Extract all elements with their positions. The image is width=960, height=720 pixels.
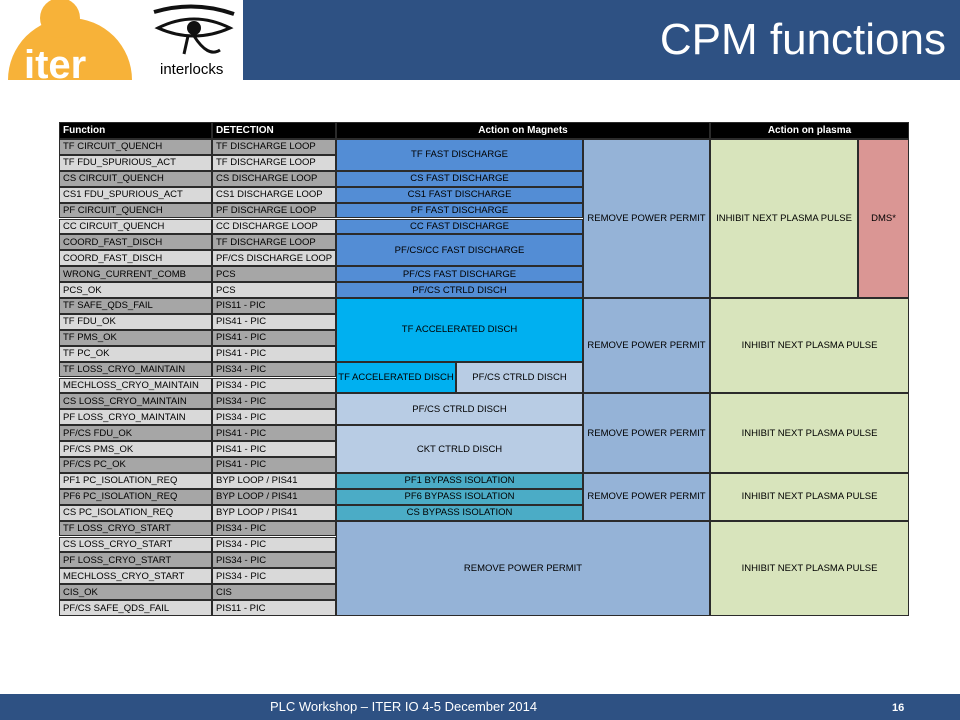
- function-cell: TF FDU_SPURIOUS_ACT: [59, 155, 212, 171]
- function-cell: PF LOSS_CRYO_START: [59, 552, 212, 568]
- detection-cell: BYP LOOP / PIS41: [212, 489, 336, 505]
- magnet-action-cell: TF FAST DISCHARGE: [336, 139, 583, 171]
- plasma-action-cell: INHIBIT NEXT PLASMA PULSE: [710, 393, 909, 473]
- magnet-action-cell: CC FAST DISCHARGE: [336, 219, 583, 235]
- function-cell: CS LOSS_CRYO_START: [59, 537, 212, 553]
- function-cell: PF/CS PMS_OK: [59, 441, 212, 457]
- remove-power-permit-cell: REMOVE POWER PERMIT: [583, 473, 710, 521]
- function-cell: TF LOSS_CRYO_MAINTAIN: [59, 362, 212, 378]
- function-cell: CS1 FDU_SPURIOUS_ACT: [59, 187, 212, 203]
- function-cell: CS CIRCUIT_QUENCH: [59, 171, 212, 187]
- magnet-action-cell: CKT CTRLD DISCH: [336, 425, 583, 473]
- iter-logo-text: iter: [24, 43, 87, 80]
- function-cell: PCS_OK: [59, 282, 212, 298]
- magnet-action-cell: CS FAST DISCHARGE: [336, 171, 583, 187]
- detection-cell: CS DISCHARGE LOOP: [212, 171, 336, 187]
- detection-cell: PIS41 - PIC: [212, 457, 336, 473]
- detection-cell: PCS: [212, 266, 336, 282]
- detection-cell: PIS41 - PIC: [212, 314, 336, 330]
- detection-cell: TF DISCHARGE LOOP: [212, 139, 336, 155]
- detection-cell: PIS41 - PIC: [212, 346, 336, 362]
- detection-cell: PIS34 - PIC: [212, 378, 336, 394]
- detection-cell: BYP LOOP / PIS41: [212, 505, 336, 521]
- detection-cell: CIS: [212, 584, 336, 600]
- function-cell: PF/CS PC_OK: [59, 457, 212, 473]
- function-cell: CIS_OK: [59, 584, 212, 600]
- function-cell: TF SAFE_QDS_FAIL: [59, 298, 212, 314]
- magnet-action-cell: PF/CS FAST DISCHARGE: [336, 266, 583, 282]
- detection-cell: TF DISCHARGE LOOP: [212, 155, 336, 171]
- magnet-action-cell: PF FAST DISCHARGE: [336, 203, 583, 219]
- magnet-action-cell: CS1 FAST DISCHARGE: [336, 187, 583, 203]
- slide-title: CPM functions: [659, 15, 946, 64]
- function-cell: TF CIRCUIT_QUENCH: [59, 139, 212, 155]
- plasma-action-cell: INHIBIT NEXT PLASMA PULSE: [710, 139, 858, 298]
- magnet-action-cell: PF1 BYPASS ISOLATION: [336, 473, 583, 489]
- function-cell: PF CIRCUIT_QUENCH: [59, 203, 212, 219]
- page-number: 16: [892, 702, 905, 714]
- function-cell: TF FDU_OK: [59, 314, 212, 330]
- detection-cell: PIS34 - PIC: [212, 393, 336, 409]
- function-cell: COORD_FAST_DISCH: [59, 234, 212, 250]
- function-cell: PF6 PC_ISOLATION_REQ: [59, 489, 212, 505]
- detection-cell: CS1 DISCHARGE LOOP: [212, 187, 336, 203]
- detection-cell: PF DISCHARGE LOOP: [212, 203, 336, 219]
- detection-cell: TF DISCHARGE LOOP: [212, 234, 336, 250]
- plasma-action-cell: INHIBIT NEXT PLASMA PULSE: [710, 521, 909, 616]
- header-action-on-plasma: Action on plasma: [710, 122, 909, 139]
- magnet-action-cell: PF/CS CTRLD DISCH: [456, 362, 583, 394]
- header-action-on-magnets: Action on Magnets: [336, 122, 710, 139]
- function-cell: WRONG_CURRENT_COMB: [59, 266, 212, 282]
- function-cell: PF/CS SAFE_QDS_FAIL: [59, 600, 212, 616]
- remove-power-permit-cell: REMOVE POWER PERMIT: [336, 521, 710, 616]
- magnet-action-cell: CS BYPASS ISOLATION: [336, 505, 583, 521]
- magnet-action-cell: TF ACCELERATED DISCH: [336, 362, 456, 394]
- detection-cell: PIS11 - PIC: [212, 298, 336, 314]
- detection-cell: PIS11 - PIC: [212, 600, 336, 616]
- function-cell: PF LOSS_CRYO_MAINTAIN: [59, 409, 212, 425]
- magnet-action-cell: TF ACCELERATED DISCH: [336, 298, 583, 362]
- detection-cell: PIS34 - PIC: [212, 568, 336, 584]
- eye-of-horus-icon: [148, 2, 240, 78]
- detection-cell: PIS34 - PIC: [212, 362, 336, 378]
- function-cell: TF PMS_OK: [59, 330, 212, 346]
- dms-cell: DMS*: [858, 139, 909, 298]
- detection-cell: PIS34 - PIC: [212, 521, 336, 537]
- function-cell: TF LOSS_CRYO_START: [59, 521, 212, 537]
- function-cell: CC CIRCUIT_QUENCH: [59, 219, 212, 235]
- detection-cell: PIS34 - PIC: [212, 409, 336, 425]
- function-cell: PF/CS FDU_OK: [59, 425, 212, 441]
- remove-power-permit-cell: REMOVE POWER PERMIT: [583, 393, 710, 473]
- detection-cell: PIS34 - PIC: [212, 537, 336, 553]
- function-cell: MECHLOSS_CRYO_MAINTAIN: [59, 378, 212, 394]
- detection-cell: CC DISCHARGE LOOP: [212, 219, 336, 235]
- magnet-action-cell: PF/CS/CC FAST DISCHARGE: [336, 234, 583, 266]
- detection-cell: PF/CS DISCHARGE LOOP: [212, 250, 336, 266]
- interlocks-label: interlocks: [160, 61, 224, 78]
- function-cell: CS LOSS_CRYO_MAINTAIN: [59, 393, 212, 409]
- detection-cell: BYP LOOP / PIS41: [212, 473, 336, 489]
- detection-cell: PIS41 - PIC: [212, 425, 336, 441]
- detection-cell: PCS: [212, 282, 336, 298]
- footer-text: PLC Workshop – ITER IO 4-5 December 2014: [270, 699, 538, 714]
- function-cell: PF1 PC_ISOLATION_REQ: [59, 473, 212, 489]
- function-cell: TF PC_OK: [59, 346, 212, 362]
- function-cell: COORD_FAST_DISCH: [59, 250, 212, 266]
- header-function: Function: [59, 122, 212, 139]
- header-detection: DETECTION: [212, 122, 336, 139]
- detection-cell: PIS41 - PIC: [212, 330, 336, 346]
- function-cell: MECHLOSS_CRYO_START: [59, 568, 212, 584]
- magnet-action-cell: PF/CS CTRLD DISCH: [336, 282, 583, 298]
- plasma-action-cell: INHIBIT NEXT PLASMA PULSE: [710, 298, 909, 393]
- function-cell: CS PC_ISOLATION_REQ: [59, 505, 212, 521]
- plasma-action-cell: INHIBIT NEXT PLASMA PULSE: [710, 473, 909, 521]
- detection-cell: PIS34 - PIC: [212, 552, 336, 568]
- iter-logo: [0, 0, 148, 80]
- remove-power-permit-cell: REMOVE POWER PERMIT: [583, 298, 710, 393]
- magnet-action-cell: PF6 BYPASS ISOLATION: [336, 489, 583, 505]
- detection-cell: PIS41 - PIC: [212, 441, 336, 457]
- remove-power-permit-cell: REMOVE POWER PERMIT: [583, 139, 710, 298]
- magnet-action-cell: PF/CS CTRLD DISCH: [336, 393, 583, 425]
